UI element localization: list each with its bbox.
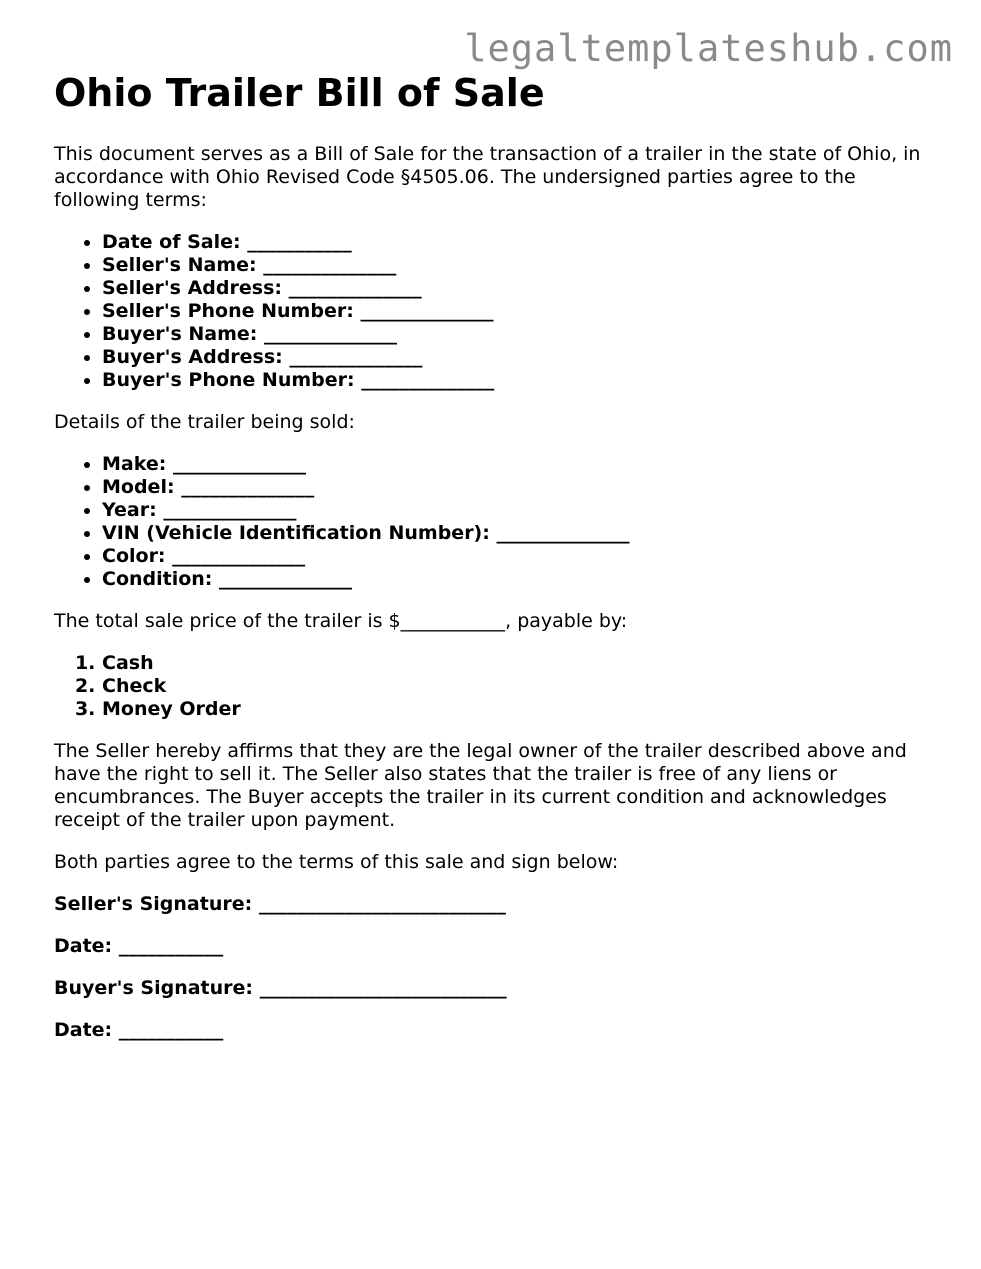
- watermark: legaltemplateshub.com: [464, 27, 953, 70]
- trailer-details-list: [54, 453, 944, 591]
- list-item: • Make: ______________: [102, 453, 944, 476]
- list-item: 3. Money Order: [102, 698, 944, 721]
- list-item: • Seller's Name: ______________: [102, 254, 944, 277]
- document-page: [54, 70, 944, 1042]
- party-details-list: [54, 231, 944, 392]
- list-item: 2. Check: [102, 675, 944, 698]
- trailer-details-intro: Details of the trailer being sold:: [54, 411, 355, 433]
- list-item: • Buyer's Phone Number: ______________: [102, 369, 944, 392]
- intro-paragraph: This document serves as a Bill of Sale for the transaction of a trailer in the state of Ohio, in accordance with Ohio Revised Code §4505.06. The undersigned parties agree to the following terms:: [54, 143, 921, 211]
- list-item: • Seller's Phone Number: ______________: [102, 300, 944, 323]
- buyer-date-line: Date: ___________: [54, 1019, 224, 1041]
- seller-date-line: Date: ___________: [54, 935, 224, 957]
- list-item: • Year: ______________: [102, 499, 944, 522]
- list-item: • Buyer's Address: ______________: [102, 346, 944, 369]
- list-item: • Seller's Address: ______________: [102, 277, 944, 300]
- sale-price-paragraph: The total sale price of the trailer is $___________, payable by:: [54, 610, 628, 632]
- list-item: • VIN (Vehicle Identification Number): ______________: [102, 522, 944, 545]
- affirmation-paragraph: The Seller hereby affirms that they are the legal owner of the trailer described above and have the right to sell it. The Seller also states that the trailer is free of any liens or encumbrances. The Buyer accepts the trailer in its current condition and acknowledges receipt of the trailer upon payment.: [54, 740, 907, 831]
- list-item: • Condition: ______________: [102, 568, 944, 591]
- list-item: • Color: ______________: [102, 545, 944, 568]
- payment-methods-list: [54, 652, 944, 721]
- document-title: Ohio Trailer Bill of Sale: [54, 71, 545, 115]
- list-item: • Date of Sale: ___________: [102, 231, 944, 254]
- seller-signature-line: Seller's Signature: __________________________: [54, 893, 506, 915]
- list-item: • Buyer's Name: ______________: [102, 323, 944, 346]
- buyer-signature-line: Buyer's Signature: __________________________: [54, 977, 507, 999]
- list-item: • Model: ______________: [102, 476, 944, 499]
- agreement-paragraph: Both parties agree to the terms of this sale and sign below:: [54, 851, 619, 873]
- list-item: 1. Cash: [102, 652, 944, 675]
